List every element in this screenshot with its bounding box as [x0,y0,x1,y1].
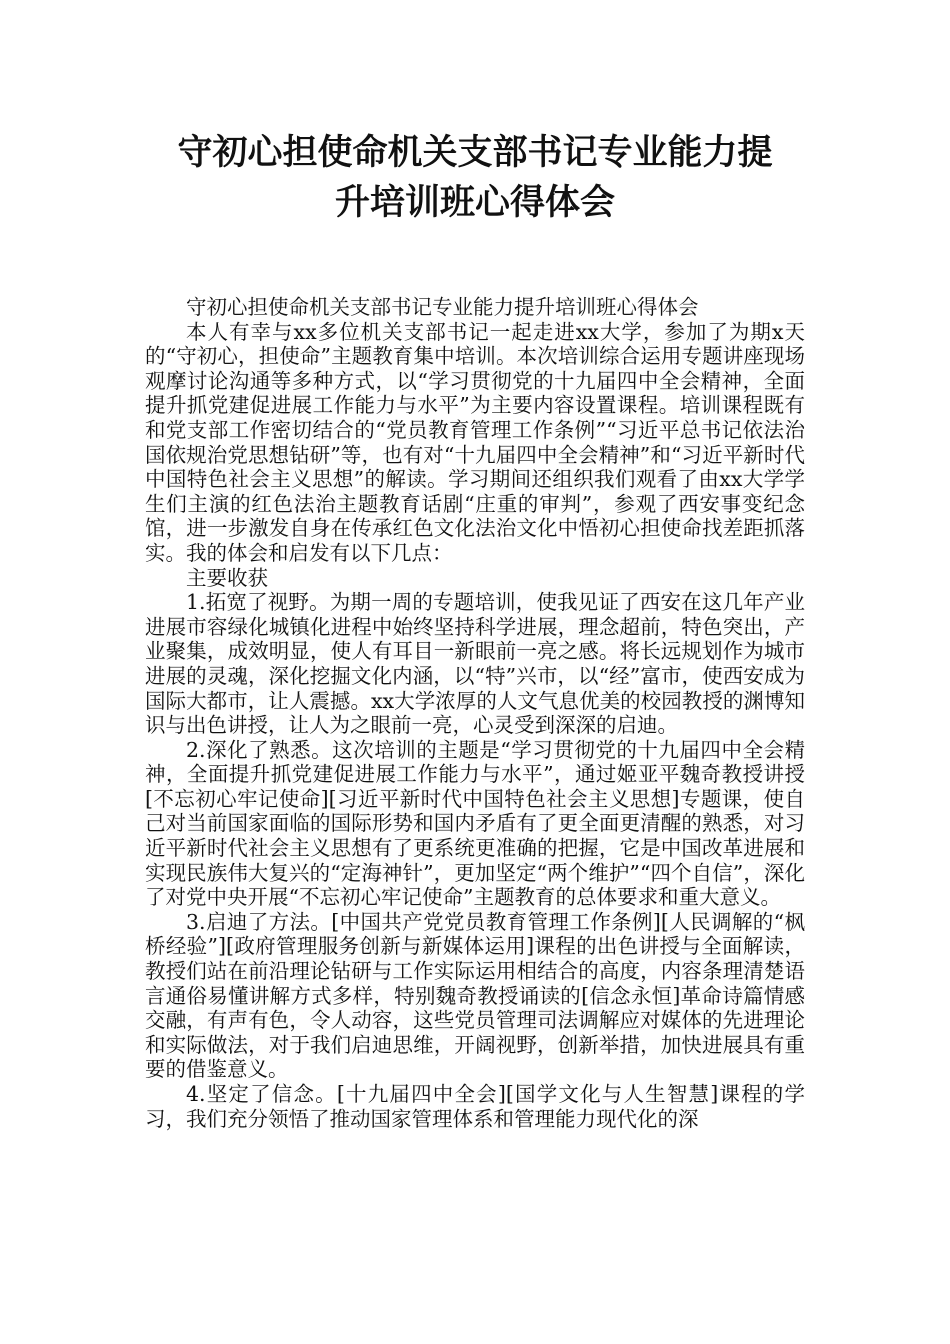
document-body [145,295,805,1131]
document-title [120,128,830,228]
section-heading-main-gains: 主要收获 [186,565,268,590]
paragraph-deepened-understanding: 2.深化了熟悉。这次培训的主题是“学习贯彻党的十九届四中全会精神，全面提升抓党建促进展工作能力与水平”，通过姬亚平魏奇教授讲授[不忘初心牢记使命][习近平新时代中国特色社会主义思想]专题课，使自己对当前国家面临的国际形势和国内矛盾有了更全面更清醒的熟悉，对习近平新时代社会主义思想有了更系统更准确的把握，它是中国改革进展和实现民族伟大复兴的“定海神针”，更加坚定“两个维护”“四个自信”，深化了对党中央开展“不忘初心牢记使命”主题教育的总体要求和重大意义。 [145,737,805,910]
paragraph-broadened-vision: 1.拓宽了视野。为期一周的专题培训，使我见证了西安在这几年产业进展市容绿化城镇化进程中始终坚持科学进展，理念超前，特色突出，产业聚集，成效明显，使人有耳目一新眼前一亮之感。将长远规划作为城市进展的灵魂，深化挖掘文化内涵，以“特”兴市，以“经”富市，使西安成为国际大都市，让人震撼。xx大学浓厚的人文气息优美的校园教授的渊博知识与出色讲授，让人为之眼前一亮，心灵受到深深的启迪。 [145,590,805,738]
document-title-line-2: 升培训班心得体会 [334,183,615,223]
intro-paragraph: 本人有幸与xx多位机关支部书记一起走进xx大学，参加了为期x天的“守初心，担使命”主题教育集中培训。本次培训综合运用专题讲座现场观摩讨论沟通等多种方式，以“学习贯彻党的十九届四中全会精神，全面提升抓党建促进展工作能力与水平”为主要内容设置课程。培训课程既有和党支部工作密切结合的“党员教育管理工作条例”“习近平总书记依法治国依规治党思想钻研”等，也有对“十九届四中全会精神”和“习近平新时代中国特色社会主义思想”的解读。学习期间还组织我们观看了由xx大学学生们主演的红色法治主题教育话剧“庄重的审判”，参观了西安事变纪念馆，进一步激发自身在传承红色文化法治文化中悟初心担使命找差距抓落实。我的体会和启发有以下几点： [145,319,805,565]
paragraph-inspired-methods: 3.启迪了方法。[中国共产党党员教育管理工作条例][人民调解的“枫桥经验”][政府管理服务创新与新媒体运用]课程的出色讲授与全面解读，教授们站在前沿理论钻研与工作实际运用相结合的高度，内容条理清楚语言通俗易懂讲解方式多样，特别魏奇教授诵读的[信念永恒]革命诗篇情感交融，有声有色，令人动容，这些党员管理司法调解应对媒体的先进理论和实际做法，对于我们启迪思维，开阔视野，创新举措，加快进展具有重要的借鉴意义。 [145,909,805,1082]
document-title-line-1: 守初心担使命机关支部书记专业能力提 [177,133,773,173]
body-heading-repeat: 守初心担使命机关支部书记专业能力提升培训班心得体会 [186,295,699,319]
paragraph-strengthened-beliefs: 4.坚定了信念。[十九届四中全会][国学文化与人生智慧]课程的学习，我们充分领悟了推动国家管理体系和管理能力现代化的深 [145,1082,805,1131]
